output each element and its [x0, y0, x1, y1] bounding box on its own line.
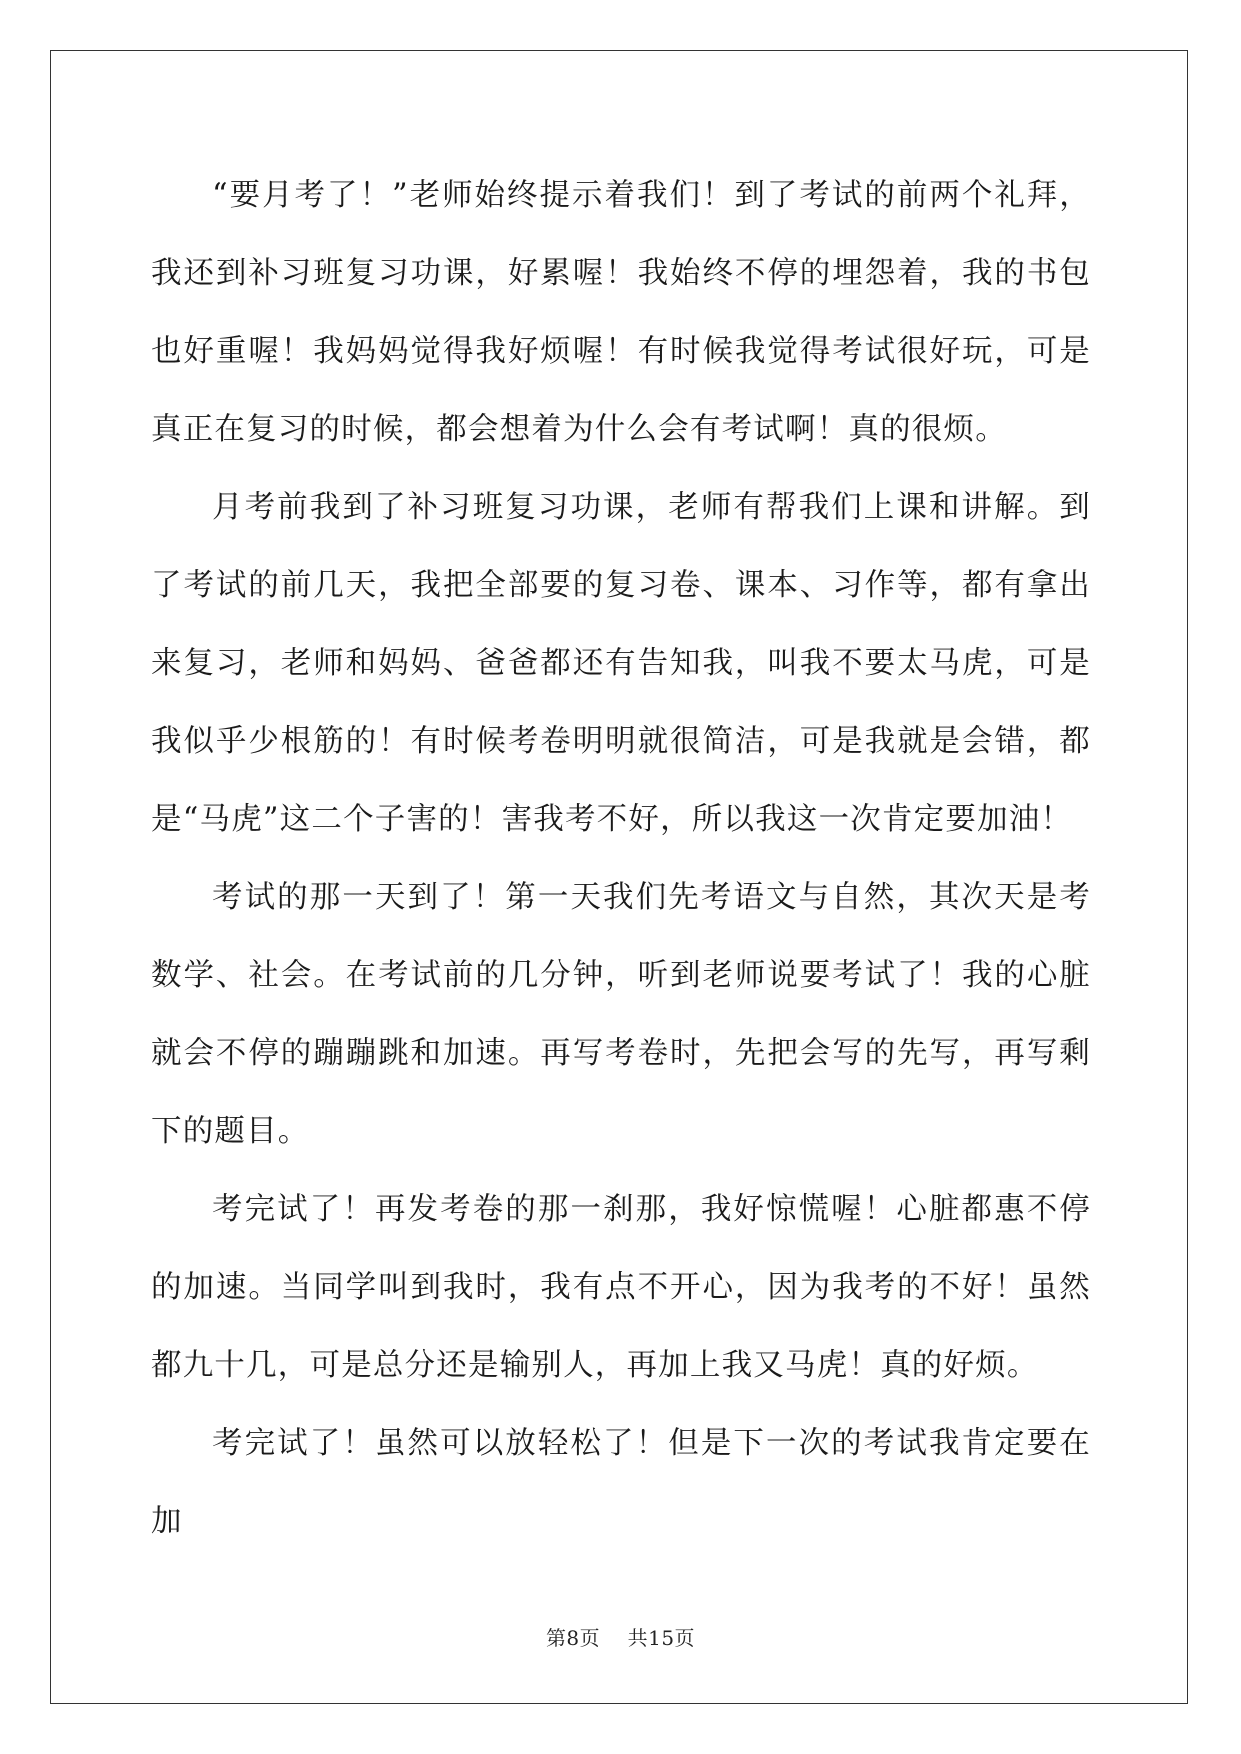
paragraph: 考试的那一天到了！第一天我们先考语文与自然，其次天是考数学、社会。在考试前的几分钟，听到老师说要考试了！我的心脏就会不停的蹦蹦跳和加速。再写考卷时，先把会写的先写，再写剩下的题目。 — [151, 880, 1091, 1149]
paragraph: 考完试了！再发考卷的那一刹那，我好惊慌喔！心脏都惠不停的加速。当同学叫到我时，我有点不开心，因为我考的不好！虽然都九十几，可是总分还是输别人，再加上我又马虎！真的好烦。 — [151, 1192, 1091, 1383]
page-total: 共15页 — [627, 1626, 696, 1650]
document-body — [151, 157, 1091, 1561]
paragraph: “要月考了！”老师始终提示着我们！到了考试的前两个礼拜，我还到补习班复习功课，好累喔！我始终不停的埋怨着，我的书包也好重喔！我妈妈觉得我好烦喔！有时候我觉得考试很好玩，可是真正在复习的时候，都会想着为什么会有考试啊！真的很烦。 — [151, 178, 1091, 447]
paragraph: 考完试了！虽然可以放轻松了！但是下一次的考试我肯定要在加 — [151, 1426, 1091, 1539]
page-footer — [0, 1622, 1241, 1651]
page-number: 第8页 — [545, 1626, 601, 1650]
paragraph: 月考前我到了补习班复习功课，老师有帮我们上课和讲解。到了考试的前几天，我把全部要的复习卷、课本、习作等，都有拿出来复习，老师和妈妈、爸爸都还有告知我，叫我不要太马虎，可是我似乎少根筋的！有时候考卷明明就很简洁，可是我就是会错，都是“马虎”这二个子害的！害我考不好，所以我这一次肯定要加油！ — [151, 490, 1091, 837]
